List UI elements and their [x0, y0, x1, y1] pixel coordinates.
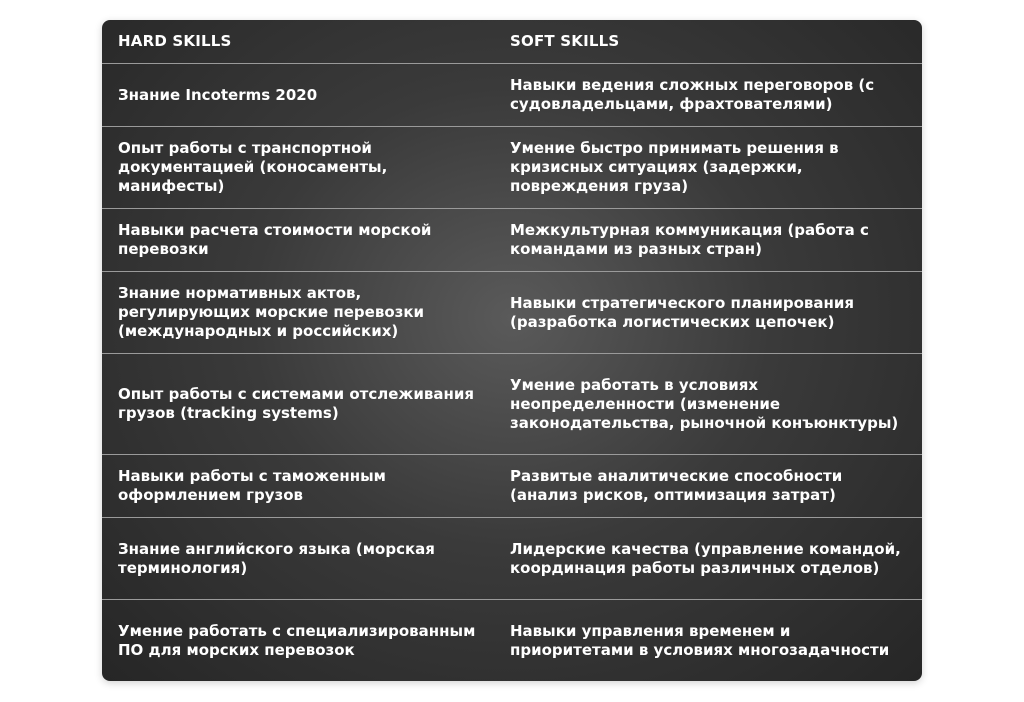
header-soft-skills: SOFT SKILLS [510, 32, 620, 50]
hard-skill-cell: Опыт работы с системами отслеживания грузов (tracking systems) [102, 354, 494, 455]
hard-skill-cell: Умение работать с специализированным ПО для морских перевозок [102, 600, 494, 682]
soft-skill-cell: Навыки стратегического планирования (разработка логистических цепочек) [494, 272, 922, 354]
table-row [102, 354, 922, 455]
skills-table [102, 20, 922, 681]
table-row [102, 455, 922, 518]
hard-skill-cell: Навыки работы с таможенным оформлением грузов [102, 455, 494, 518]
hard-skill-cell: Знание нормативных актов, регулирующих морские перевозки (международных и российских) [102, 272, 494, 354]
table-header-row [102, 20, 922, 64]
hard-skill-cell: Знание Incoterms 2020 [102, 64, 494, 127]
table-row [102, 272, 922, 354]
soft-skill-cell: Лидерские качества (управление командой, координация работы различных отделов) [494, 518, 922, 600]
soft-skill-cell: Развитые аналитические способности (анализ рисков, оптимизация затрат) [494, 455, 922, 518]
soft-skill-cell: Навыки ведения сложных переговоров (с судовладельцами, фрахтователями) [494, 64, 922, 127]
header-hard-skills: HARD SKILLS [118, 32, 232, 50]
table-row [102, 64, 922, 127]
hard-skill-cell: Опыт работы с транспортной документацией (коносаменты, манифесты) [102, 127, 494, 209]
table-row [102, 209, 922, 272]
table-row [102, 518, 922, 600]
hard-skill-cell: Знание английского языка (морская терминология) [102, 518, 494, 600]
soft-skill-cell: Умение быстро принимать решения в кризисных ситуациях (задержки, повреждения груза) [494, 127, 922, 209]
table-row [102, 127, 922, 209]
soft-skill-cell: Межкультурная коммуникация (работа с командами из разных стран) [494, 209, 922, 272]
soft-skill-cell: Навыки управления временем и приоритетами в условиях многозадачности [494, 600, 922, 682]
table-row [102, 600, 922, 682]
hard-skill-cell: Навыки расчета стоимости морской перевозки [102, 209, 494, 272]
skills-table-card [102, 20, 922, 681]
soft-skill-cell: Умение работать в условиях неопределенности (изменение законодательства, рыночной конъюнктуры) [494, 354, 922, 455]
